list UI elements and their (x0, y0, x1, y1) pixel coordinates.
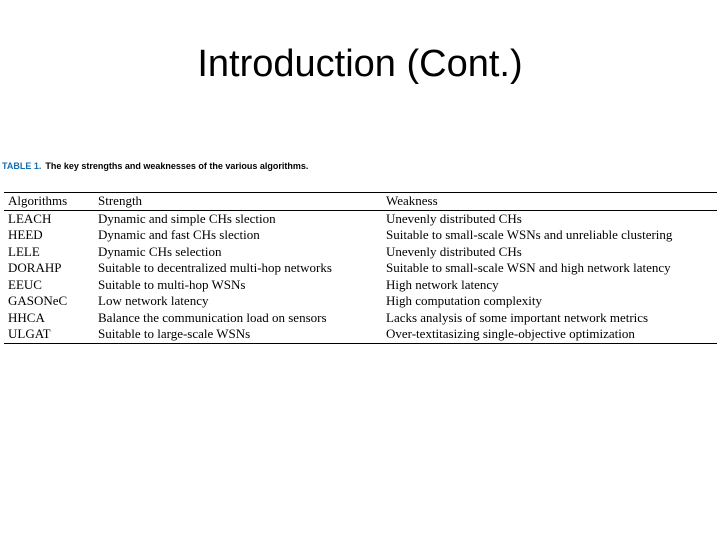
header-algorithms: Algorithms (8, 193, 68, 209)
table-row (4, 227, 717, 244)
table-header-row (4, 193, 717, 211)
table-row (4, 260, 717, 277)
cell-weakness: Unevenly distributed CHs (386, 210, 522, 226)
cell-algorithm: GASONeC (8, 293, 68, 309)
table-caption-label: TABLE 1. (2, 161, 42, 171)
cell-strength: Suitable to decentralized multi-hop networks (98, 260, 332, 276)
cell-weakness: Suitable to small-scale WSN and high network latency (386, 260, 671, 276)
cell-strength: Suitable to multi-hop WSNs (98, 276, 246, 292)
cell-algorithm: LEACH (8, 210, 52, 226)
cell-algorithm: EEUC (8, 276, 42, 292)
header-weakness: Weakness (386, 193, 438, 209)
table-row (4, 244, 717, 261)
cell-strength: Low network latency (98, 293, 209, 309)
cell-algorithm: DORAHP (8, 260, 62, 276)
cell-strength: Dynamic and fast CHs slection (98, 227, 260, 243)
cell-algorithm: LELE (8, 243, 40, 259)
cell-weakness: High network latency (386, 276, 499, 292)
header-strength: Strength (98, 193, 143, 209)
table-caption-text: The key strengths and weaknesses of the various algorithms. (45, 161, 309, 171)
table-caption (2, 161, 308, 171)
cell-strength: Dynamic and simple CHs slection (98, 210, 276, 226)
table-row (4, 326, 717, 343)
table-row (4, 310, 717, 327)
cell-weakness: Unevenly distributed CHs (386, 243, 522, 259)
cell-algorithm: HEED (8, 227, 43, 243)
cell-algorithm: HHCA (8, 309, 45, 325)
cell-weakness: Lacks analysis of some important network metrics (386, 309, 649, 325)
cell-strength: Suitable to large-scale WSNs (98, 326, 251, 342)
table-row (4, 293, 717, 310)
table-row (4, 277, 717, 294)
cell-weakness: Suitable to small-scale WSNs and unreliable clustering (386, 227, 673, 243)
cell-weakness: High computation complexity (386, 293, 542, 309)
slide-title: Introduction (Cont.) (197, 43, 523, 85)
table-row (4, 210, 717, 227)
cell-strength: Dynamic CHs selection (98, 243, 222, 259)
cell-algorithm: ULGAT (8, 326, 51, 342)
cell-weakness: Over-textitasizing single-objective optimization (386, 326, 635, 342)
cell-strength: Balance the communication load on sensors (98, 309, 327, 325)
algorithms-table (4, 192, 717, 344)
